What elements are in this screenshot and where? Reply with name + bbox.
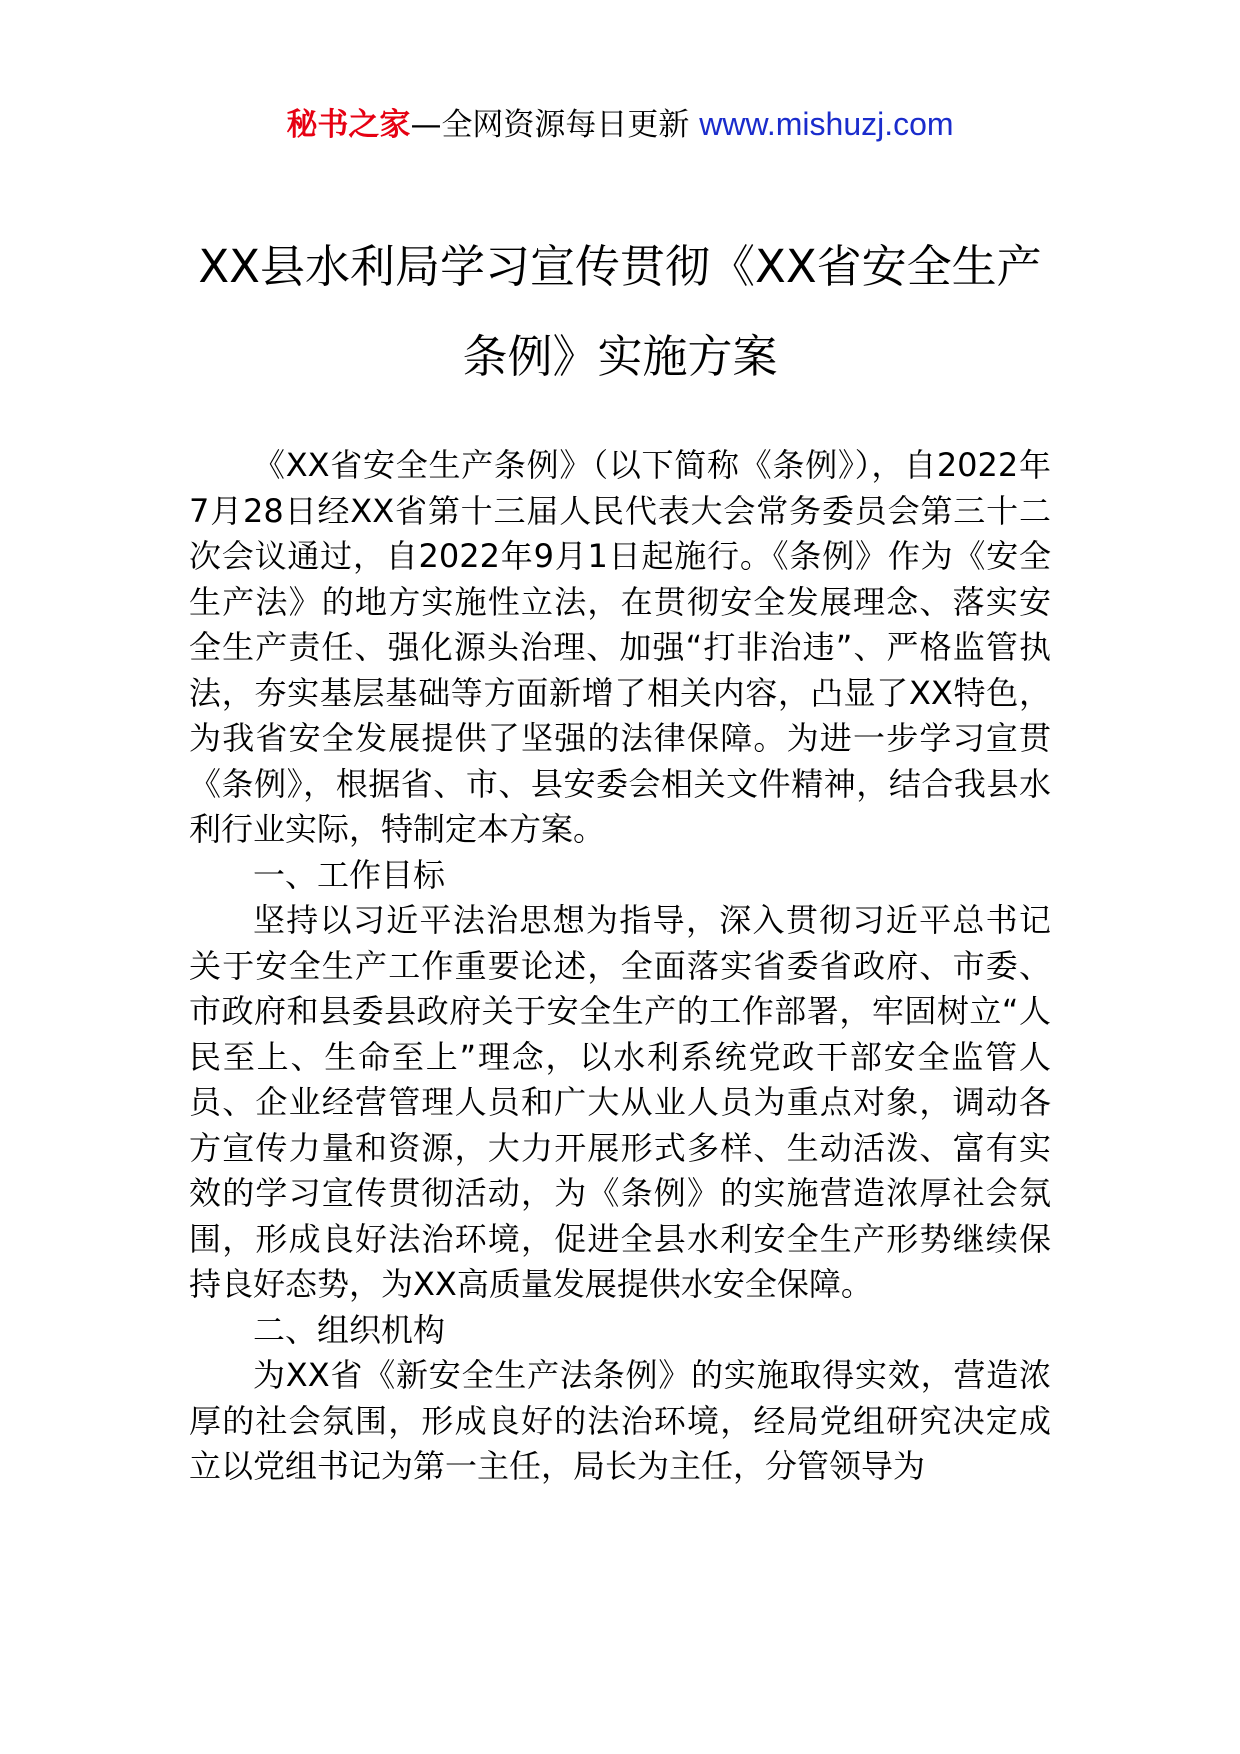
site-tagline: —全网资源每日更新 xyxy=(410,107,700,143)
site-url-link[interactable]: www.mishuzj.com xyxy=(699,106,954,142)
intro-paragraph: 《XX省安全生产条例》（以下简称《条例》），自2022年7月28日经XX省第十三届人民代表大会常务委员会第三十二次会议通过，自2022年9月1日起施行。《条例》作为《安全生产法》的地方实施性立法，在贯彻安全发展理念、落实安全生产责任、强化源头治理、加强“打非治违”、严格监管执法，夯实基层基础等方面新增了相关内容，凸显了XX特色，为我省安全发展提供了坚强的法律保障。为进一步学习宣贯《条例》，根据省、市、县安委会相关文件精神，结合我县水利行业实际，特制定本方案。 xyxy=(189,446,1051,848)
site-header xyxy=(0,104,1240,145)
section-heading-org: 二、组织机构 xyxy=(253,1310,446,1349)
org-paragraph: 为XX省《新安全生产法条例》的实施取得实效，营造浓厚的社会氛围，形成良好的法治环境，经局党组研究决定成立以党组书记为第一主任，局长为主任，分管领导为 xyxy=(189,1356,1051,1485)
document-title: XX县水利局学习宣传贯彻《XX省安全生产条例》实施方案 xyxy=(198,240,1042,383)
goal-paragraph: 坚持以习近平法治思想为指导，深入贯彻习近平总书记关于安全生产工作重要论述，全面落实省委省政府、市委、市政府和县委县政府关于安全生产的工作部署，牢固树立“人民至上、生命至上”理念，以水利系统党政干部安全监管人员、企业经营管理人员和广大从业人员为重点对象，调动各方宣传力量和资源，大力开展形式多样、生动活泼、富有实效的学习宣传贯彻活动，为《条例》的实施营造浓厚社会氛围，形成良好法治环境，促进全县水利安全生产形势继续保持良好态势，为XX高质量发展提供水安全保障。 xyxy=(189,901,1051,1303)
document-body xyxy=(189,443,1051,1490)
section-heading-goal: 一、工作目标 xyxy=(253,855,446,894)
site-brand: 秘书之家 xyxy=(286,107,411,143)
